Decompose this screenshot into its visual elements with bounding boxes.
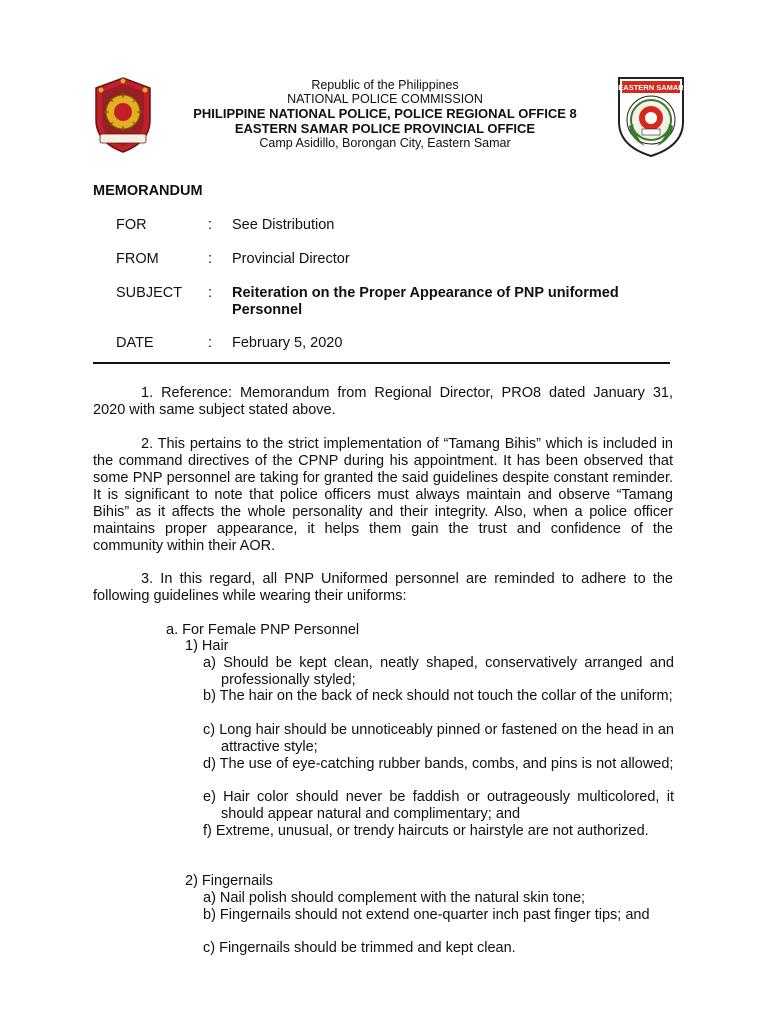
letterhead-province-office: EASTERN SAMAR POLICE PROVINCIAL OFFICE: [234, 121, 536, 136]
hair-item-f: f) Extreme, unusual, or trendy haircuts or hairstyle are not authorized.: [203, 823, 649, 839]
memo-date-colon: :: [208, 335, 213, 351]
memo-date-label: DATE: [116, 335, 154, 351]
hair-item-d: d) The use of eye-catching rubber bands, combs, and pins is not allowed;: [203, 756, 674, 772]
fingernails-heading: 2) Fingernails: [185, 873, 273, 889]
paragraph-3-guidelines-intro: 3. In this regard, all PNP Uniformed personnel are reminded to adhere to the following guidelines while wearing their uniforms:: [93, 571, 673, 604]
memo-subject-value: Reiteration on the Proper Appearance of PNP uniformed Personnel: [232, 285, 619, 318]
memo-date-value: February 5, 2020: [232, 335, 343, 351]
pnp-seal-logo: [90, 76, 156, 154]
memo-for-label: FOR: [116, 217, 147, 233]
hair-item-a: a) Should be kept clean, neatly shaped, conservatively arranged and professionally styled;: [203, 655, 674, 688]
memo-for-colon: :: [208, 217, 213, 233]
hair-heading: 1) Hair: [185, 638, 229, 654]
header-divider-line: [93, 362, 670, 364]
letterhead-republic: Republic of the Philippines: [311, 78, 459, 92]
memorandum-title: MEMORANDUM: [93, 183, 203, 199]
svg-text:EASTERN SAMAR: EASTERN SAMAR: [618, 83, 684, 92]
nails-item-c: c) Fingernails should be trimmed and kept clean.: [203, 940, 516, 956]
memo-subject-colon: :: [208, 285, 213, 301]
letterhead-napolcom: NATIONAL POLICE COMMISSION: [287, 92, 483, 106]
nails-item-b: b) Fingernails should not extend one-quarter inch past finger tips; and: [203, 907, 650, 923]
memo-row-subject: [116, 285, 652, 319]
memo-from-label: FROM: [116, 251, 159, 267]
memo-row-for: [116, 217, 652, 234]
hair-item-e: e) Hair color should never be faddish or outrageously multicolored, it should appear natural and complimentary; and: [203, 789, 674, 822]
nails-item-a: a) Nail polish should complement with the natural skin tone;: [203, 890, 586, 906]
memo-row-date: [116, 335, 652, 352]
section-a-heading: a. For Female PNP Personnel: [166, 622, 360, 638]
paragraph-2-tamang-bihis: 2. This pertains to the strict implementation of “Tamang Bihis” which is included in the command directives of the CPNP during his appointment. It has been observed that some PNP personnel are taking for granted the said guidelines despite constant reminder. It is significant to note that police officers must always maintain and observe “Tamang Bihis” as it affects the whole personality and their integrity. Also, when a police officer maintains proper appearance, it helps them gain the trust and confidence of the community within their AOR.: [93, 436, 673, 554]
eastern-samar-ppo-shield-logo: [615, 74, 687, 158]
paragraph-1-reference: 1. Reference: Memorandum from Regional Director, PRO8 dated January 31, 2020 with same subject stated above.: [93, 385, 673, 418]
hair-item-b: b) The hair on the back of neck should not touch the collar of the uniform;: [203, 688, 673, 704]
memo-from-colon: :: [208, 251, 213, 267]
hair-item-c: c) Long hair should be unnoticeably pinned or fastened on the head in an attractive style;: [203, 722, 674, 755]
letterhead-address: Camp Asidillo, Borongan City, Eastern Samar: [259, 136, 511, 150]
letterhead: [160, 78, 610, 150]
memo-subject-label: SUBJECT: [116, 285, 183, 301]
letterhead-pro8: PHILIPPINE NATIONAL POLICE, POLICE REGIONAL OFFICE 8: [193, 106, 577, 121]
memo-from-value: Provincial Director: [232, 251, 350, 267]
memo-for-value: See Distribution: [232, 217, 335, 233]
memo-row-from: [116, 251, 652, 268]
